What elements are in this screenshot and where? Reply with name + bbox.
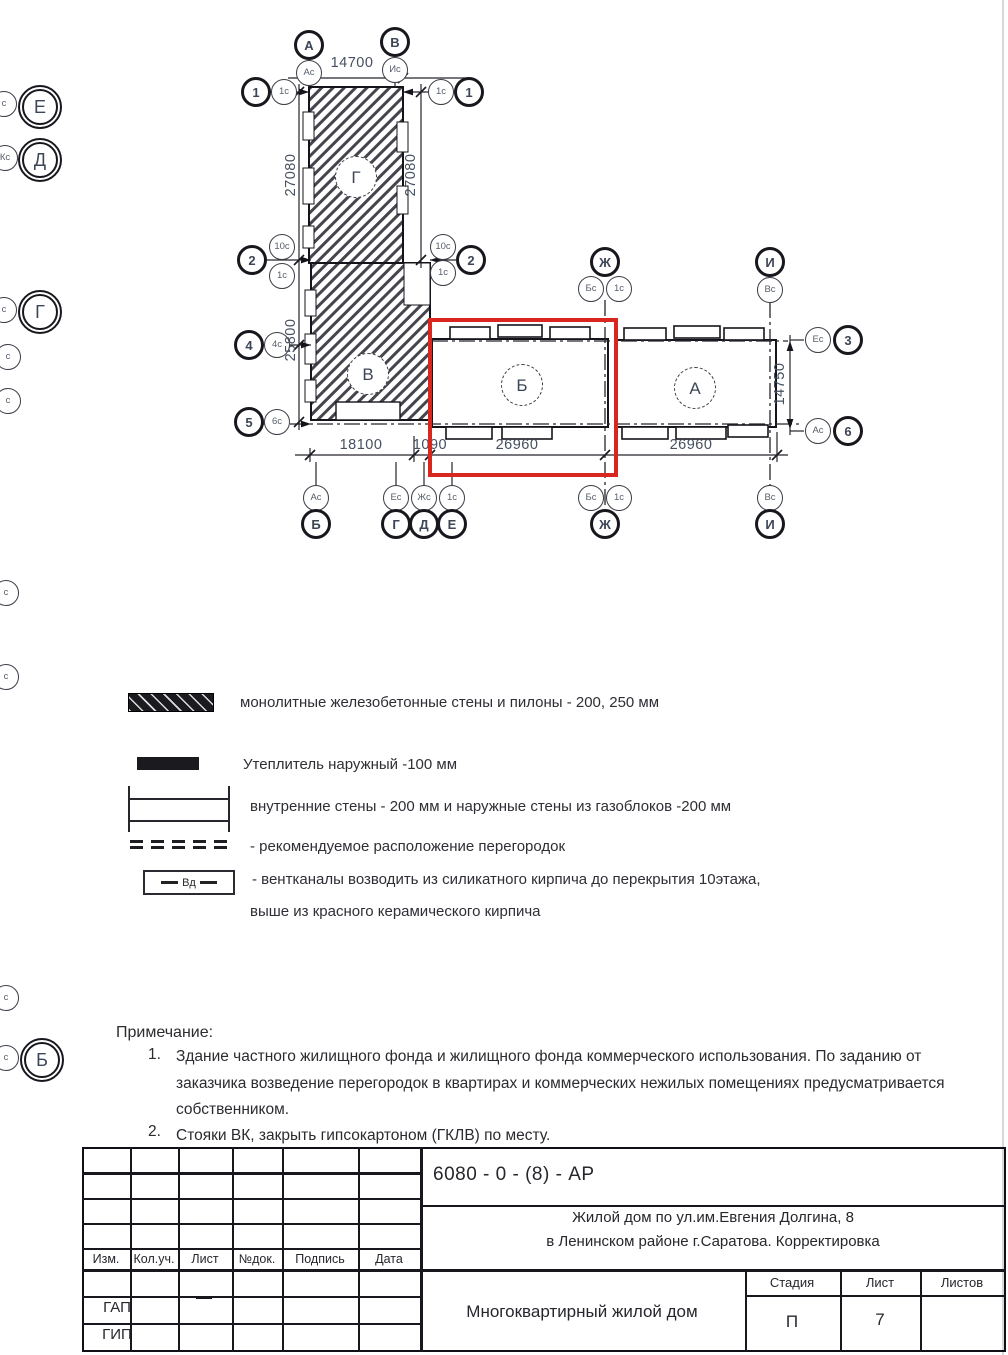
note-number: 1. — [148, 1046, 161, 1063]
axis-marker-Кс: Кс — [0, 145, 18, 171]
axis-marker-6: 6 — [833, 416, 863, 446]
axis-marker-Жс: Жс — [411, 485, 437, 511]
stamp-col-list: Лист — [191, 1252, 219, 1266]
axis-marker-1: 1 — [241, 77, 271, 107]
axis-marker-Ас: Ас — [303, 485, 329, 511]
axis-marker-Ас: Ас — [805, 418, 831, 444]
axis-marker-В: В — [347, 353, 389, 395]
axis-marker-А: А — [294, 30, 324, 60]
axis-marker-Е: Е — [437, 509, 467, 539]
axis-marker-Ж: Ж — [590, 247, 620, 277]
axis-marker-10с: 10с — [269, 234, 295, 260]
stamp-col-data: Дата — [375, 1252, 403, 1266]
stamp-object-line2: в Ленинском районе г.Саратова. Корректировка — [546, 1233, 880, 1250]
axis-marker-1с: 1с — [606, 485, 632, 511]
axis-marker-Г: Г — [22, 294, 58, 330]
axis-marker-4с: 4с — [264, 332, 290, 358]
legend-item-text-line2: выше из красного керамического кирпича — [250, 903, 541, 920]
axis-marker-с: с — [0, 344, 21, 370]
note-text: Здание частного жилищного фонда и жилищного фонда коммерческого использования. По заданию от заказчика возведение перегородок в квартирах и коммерческих нежилых помещениях предусматривается собственником. — [176, 1048, 945, 1118]
legend-item-text: внутренние стены - 200 мм и наружные стены из газоблоков -200 мм — [250, 798, 732, 815]
dimension-text: 25800 — [283, 318, 299, 362]
stamp-col-koluch: Кол.уч. — [133, 1252, 175, 1266]
stamp-object-line1: Жилой дом по ул.им.Евгения Долгина, 8 — [572, 1209, 854, 1226]
stamp-project-title: Многоквартирный жилой дом — [466, 1302, 698, 1321]
axis-marker-3: 3 — [833, 325, 863, 355]
axis-marker-с: с — [0, 664, 19, 690]
dimension-text: 26960 — [495, 437, 539, 453]
vent-symbol-label: Вд — [182, 876, 196, 889]
legend-symbol-insulation-bar — [137, 757, 199, 770]
dimension-text: 27080 — [283, 153, 299, 197]
stamp-sheet-value: 7 — [875, 1310, 885, 1329]
note-number: 2. — [148, 1123, 161, 1140]
stamp-sheet-label: Лист — [865, 1275, 895, 1290]
block-v-walls — [305, 263, 430, 420]
legend-symbol-partition-dash — [130, 840, 228, 849]
legend-symbol-gas-block-wall — [128, 786, 230, 832]
axis-marker-1с: 1с — [430, 260, 456, 286]
axis-marker-с: с — [0, 297, 17, 323]
stamp-stage-value: П — [785, 1312, 799, 1331]
axis-marker-4: 4 — [234, 330, 264, 360]
axis-marker-Г: Г — [381, 509, 411, 539]
axis-marker-с: с — [0, 388, 21, 414]
stamp-col-podpis: Подпись — [295, 1252, 345, 1266]
axis-marker-Г: Г — [335, 156, 377, 198]
stamp-role-gap: ГАП — [103, 1299, 131, 1316]
axis-marker-1с: 1с — [269, 263, 295, 289]
stamp-col-ndok: №док. — [238, 1252, 276, 1266]
axis-marker-с: с — [0, 580, 19, 606]
axis-marker-1с: 1с — [271, 79, 297, 105]
axis-marker-10с: 10с — [430, 234, 456, 260]
stamp-role-gip: ГИП — [102, 1326, 132, 1343]
axis-marker-1: 1 — [454, 77, 484, 107]
axis-marker-Б: Б — [501, 364, 543, 406]
axis-marker-с: с — [0, 985, 19, 1011]
axis-marker-Ас: Ас — [296, 60, 322, 86]
legend-item-text: монолитные железобетонные стены и пилоны - 200, 250 мм — [240, 694, 660, 711]
legend-item-text: Утеплитель наружный -100 мм — [243, 756, 458, 773]
axis-marker-Вс: Вс — [757, 485, 783, 511]
axis-marker-1с: 1с — [606, 276, 632, 302]
axis-marker-Б: Б — [24, 1042, 60, 1078]
axis-marker-6с: 6с — [264, 409, 290, 435]
stamp-col-izm: Изм. — [92, 1252, 120, 1266]
axis-marker-Д: Д — [22, 142, 58, 178]
axis-marker-с: с — [0, 91, 17, 117]
axis-marker-Д: Д — [409, 509, 439, 539]
dimension-text: 1090 — [412, 437, 448, 453]
note-text: Стояки ВК, закрыть гипсокартоном (ГКЛВ) по месту. — [176, 1127, 551, 1144]
axis-marker-2: 2 — [237, 245, 267, 275]
axis-marker-Вс: Вс — [757, 277, 783, 303]
axis-marker-5: 5 — [234, 407, 264, 437]
notes-title: Примечание: — [116, 1024, 214, 1041]
highlight-rectangle — [428, 318, 618, 477]
axis-marker-1с: 1с — [439, 485, 465, 511]
axis-marker-В: В — [380, 27, 410, 57]
axis-marker-И: И — [755, 247, 785, 277]
axis-marker-Е: Е — [22, 89, 58, 125]
legend-symbol-hatched-wall — [128, 693, 214, 712]
legend-item-text: - рекомендуемое расположение перегородок — [250, 838, 566, 855]
dimension-text: 14750 — [772, 362, 788, 406]
axis-marker-Ис: Ис — [382, 57, 408, 83]
legend-symbol-vent-channel — [143, 870, 235, 895]
stamp-sheets-label: Листов — [940, 1275, 984, 1290]
legend-item-text: - вентканалы возводить из силикатного кирпича до перекрытия 10этажа, — [252, 871, 761, 888]
dimension-text: 14700 — [330, 55, 374, 71]
axis-marker-Ес: Ес — [383, 485, 409, 511]
axis-marker-И: И — [755, 509, 785, 539]
axis-marker-1с: 1с — [428, 79, 454, 105]
dimension-text: 18100 — [339, 437, 383, 453]
dimension-text: 26960 — [669, 437, 713, 453]
axis-marker-Ж: Ж — [590, 509, 620, 539]
axis-marker-Бс: Бс — [578, 276, 604, 302]
axis-marker-Бс: Бс — [578, 485, 604, 511]
stamp-doc-number: 6080 - 0 - (8) - АР — [433, 1164, 595, 1185]
stamp-stage-label: Стадия — [769, 1275, 815, 1290]
axis-marker-2: 2 — [456, 245, 486, 275]
dimension-text: 27080 — [403, 153, 419, 197]
axis-marker-с: с — [0, 1045, 19, 1071]
axis-marker-А: А — [674, 367, 716, 409]
axis-marker-Ес: Ес — [805, 327, 831, 353]
axis-marker-Б: Б — [301, 509, 331, 539]
